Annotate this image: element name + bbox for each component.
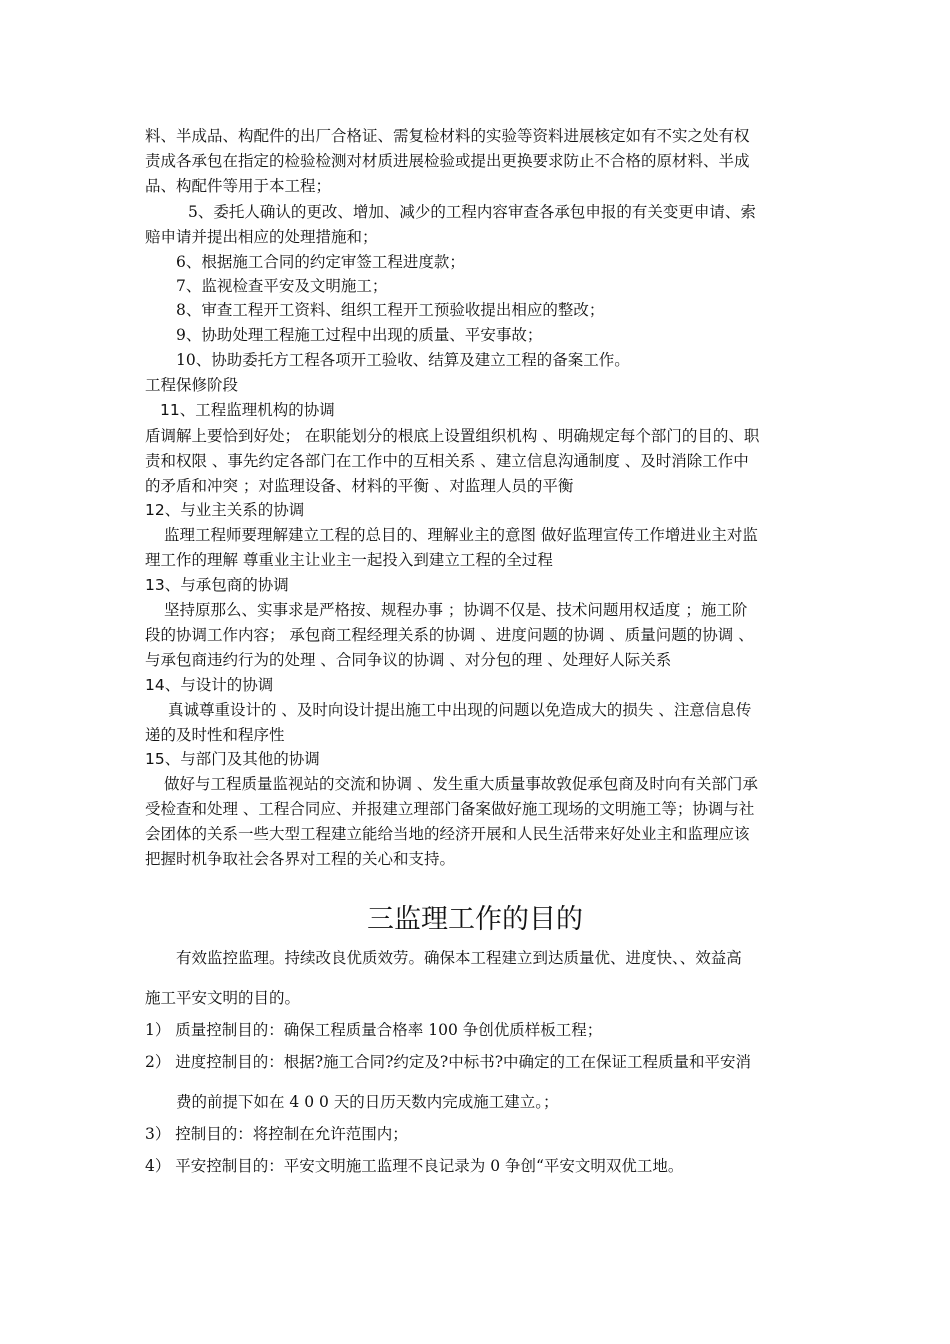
- paragraph-line: 的矛盾和冲突 ；对监理设备、材料的平衡 、对监理人员的平衡: [145, 477, 574, 495]
- paragraph-line: 会团体的关系一些大型工程建立能给当地的经济开展和人民生活带来好处业主和监理应该: [145, 825, 750, 843]
- list-item-8: 8、审查工程开工资料、组织工程开工预验收提出相应的整改；: [176, 301, 605, 319]
- list-item-6: 6、根据施工合同的约定审签工程进度款；: [176, 253, 465, 271]
- paragraph-line: 做好与工程质量监视站的交流和协调 、发生重大质量事故敦促承包商及时向有关部门承: [164, 775, 758, 793]
- stage-heading: 工程保修阶段: [145, 376, 239, 394]
- paragraph-line: 受检查和处理 、工程合同应、并报建立理部门备案做好施工现场的文明施工等；协调与社: [145, 800, 755, 818]
- paragraph-line: 理工作的理解 尊重业主让业主一起投入到建立工程的全过程: [145, 551, 553, 569]
- paragraph-line: 赔申请并提出相应的处理措施和；: [145, 228, 378, 246]
- goal-item-2: 2） 进度控制目的：根据?施工合同?约定及?中标书?中确定的工在保证工程质量和平安消: [145, 1053, 752, 1071]
- paragraph-line: 坚持原那么、实事求是严格按、规程办事 ；协调不仅是、技术问题用权适度 ；施工阶: [164, 601, 748, 619]
- paragraph-line: 盾调解上要恰到好处； 在职能划分的根底上设置组织机构 、明确规定每个部门的目的、职: [145, 427, 760, 445]
- subheading-11: 11、工程监理机构的协调: [160, 401, 335, 419]
- paragraph-line: 把握时机争取社会各界对工程的关心和支持。: [145, 850, 456, 868]
- subheading-14: 14、与设计的协调: [145, 676, 274, 694]
- paragraph-line: 监理工程师要理解建立工程的总目的、理解业主的意图 做好监理宣传工作增进业主对监: [164, 526, 758, 544]
- list-item-7: 7、监视检查平安及文明施工；: [176, 277, 388, 295]
- list-item-5: 5、委托人确认的更改、增加、减少的工程内容审查各承包申报的有关变更申请、索: [188, 203, 756, 221]
- goal-item-4: 4） 平安控制目的：平安文明施工监理不良记录为 0 争创“平安文明双优工地。: [145, 1157, 684, 1175]
- section-title: 三监理工作的目的: [367, 904, 583, 935]
- list-item-10: 10、协助委托方工程各项开工验收、结算及建立工程的备案工作。: [176, 351, 630, 369]
- paragraph-line: 责成各承包在指定的检验检测对材质进展检验或提出更换要求防止不合格的原材料、半成: [145, 152, 750, 170]
- paragraph-line: 责和权限 、事先约定各部门在工作中的互相关系 、建立信息沟通制度 、及时消除工作中: [145, 452, 749, 470]
- paragraph-line: 真诚尊重设计的 、及时向设计提出施工中出现的问题以免造成大的损失 、注意信息传: [168, 701, 752, 719]
- goal-item-2-continued: 费的前提下如在 4 0 0 天的日历天数内完成施工建立。；: [176, 1093, 559, 1111]
- paragraph-line: 与承包商违约行为的处理 、合同争议的协调 、对分包的理 、处理好人际关系: [145, 651, 672, 669]
- paragraph-line: 段的协调工作内容； 承包商工程经理关系的协调 、进度问题的协调 、质量问题的协调 、: [145, 626, 754, 644]
- paragraph-line: 递的及时性和程序性: [145, 726, 285, 744]
- goal-item-1: 1） 质量控制目的：确保工程质量合格率 100 争创优质样板工程；: [145, 1021, 603, 1039]
- paragraph-line: 品、构配件等用于本工程；: [145, 177, 332, 195]
- subheading-15: 15、与部门及其他的协调: [145, 750, 320, 768]
- intro-line: 施工平安文明的目的。: [145, 989, 301, 1007]
- paragraph-line: 料、半成品、构配件的出厂合格证、需复检材料的实验等资料进展核定如有不实之处有权: [145, 127, 750, 145]
- subheading-12: 12、与业主关系的协调: [145, 501, 305, 519]
- list-item-9: 9、协助处理工程施工过程中出现的质量、平安事故；: [176, 326, 543, 344]
- goal-item-3: 3） 控制目的：将控制在允许范围内；: [145, 1125, 408, 1143]
- intro-line: 有效监控监理。持续改良优质效劳。确保本工程建立到达质量优、进度快、、效益高: [176, 949, 742, 967]
- subheading-13: 13、与承包商的协调: [145, 576, 289, 594]
